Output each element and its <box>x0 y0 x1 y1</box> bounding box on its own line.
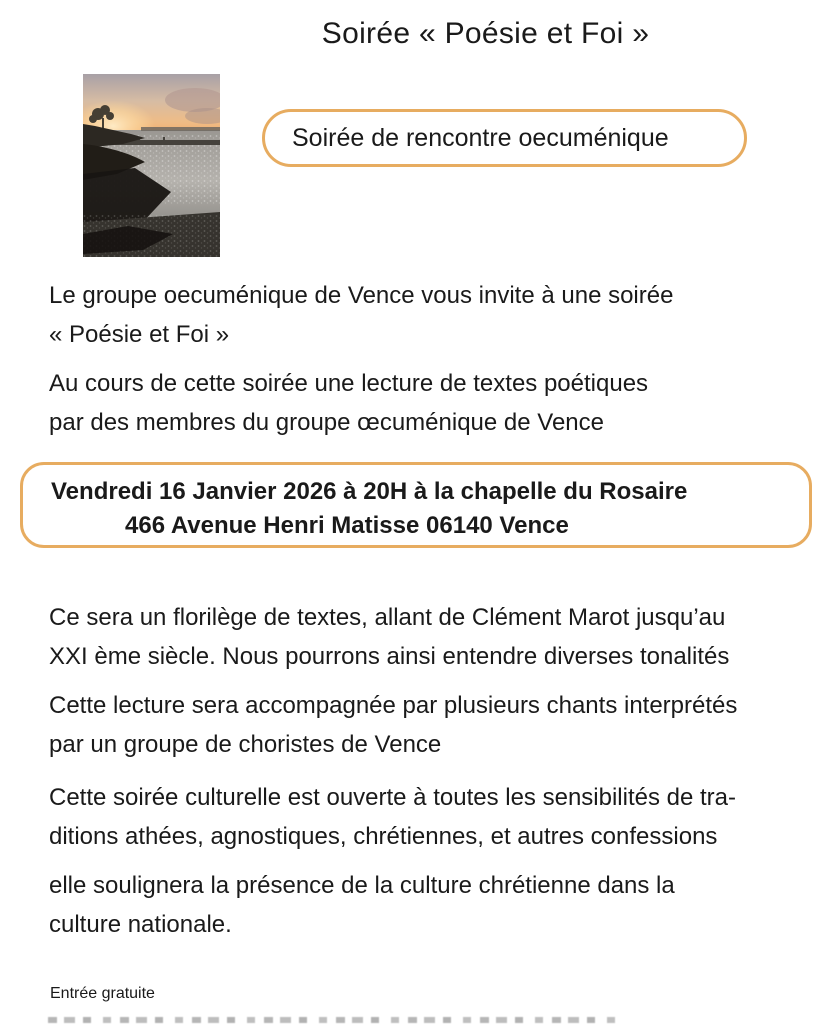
text-line: elle soulignera la présence de la culture chrétienne dans la <box>49 872 675 899</box>
paragraph-chants <box>49 686 819 764</box>
cutoff-text-line <box>48 1017 620 1023</box>
text-line: Ce sera un florilège de textes, allant de Clément Marot jusqu’au <box>49 604 726 631</box>
text-line: XXI ème siècle. Nous pourrons ainsi entendre diverses tonalités <box>49 643 730 670</box>
paragraph-ouverture <box>49 778 819 856</box>
text-line: Cette lecture sera accompagnée par plusieurs chants interprétés <box>49 692 738 719</box>
text-line: « Poésie et Foi » <box>49 321 230 348</box>
event-details-box <box>20 462 812 548</box>
free-entry-note: Entrée gratuite <box>50 985 155 1002</box>
paragraph-culture <box>49 866 819 944</box>
paragraph-lecture <box>49 364 819 442</box>
text-line: Vendredi 16 Janvier 2026 à 20H à la chapelle du Rosaire <box>51 478 688 505</box>
text-line: Le groupe oecuménique de Vence vous invite à une soirée <box>49 282 674 309</box>
text-line: Au cours de cette soirée une lecture de textes poétiques <box>49 370 649 397</box>
text-line: ditions athées, agnostiques, chrétiennes, et autres confessions <box>49 823 718 850</box>
text-line: culture nationale. <box>49 911 232 938</box>
paragraph-invitation <box>49 276 819 354</box>
page-title: Soirée « Poésie et Foi » <box>321 17 650 50</box>
text-line: Cette soirée culturelle est ouverte à toutes les sensibilités de tra- <box>49 784 737 811</box>
subtitle-badge <box>262 109 747 167</box>
subtitle-badge-label: Soirée de rencontre oecuménique <box>292 123 669 152</box>
sunset-photo <box>83 74 220 257</box>
paragraph-florilege <box>49 598 819 676</box>
text-line: par des membres du groupe œcuménique de Vence <box>49 409 604 436</box>
text-line: par un groupe de choristes de Vence <box>49 731 442 758</box>
text-line: 466 Avenue Henri Matisse 06140 Vence <box>125 512 569 539</box>
